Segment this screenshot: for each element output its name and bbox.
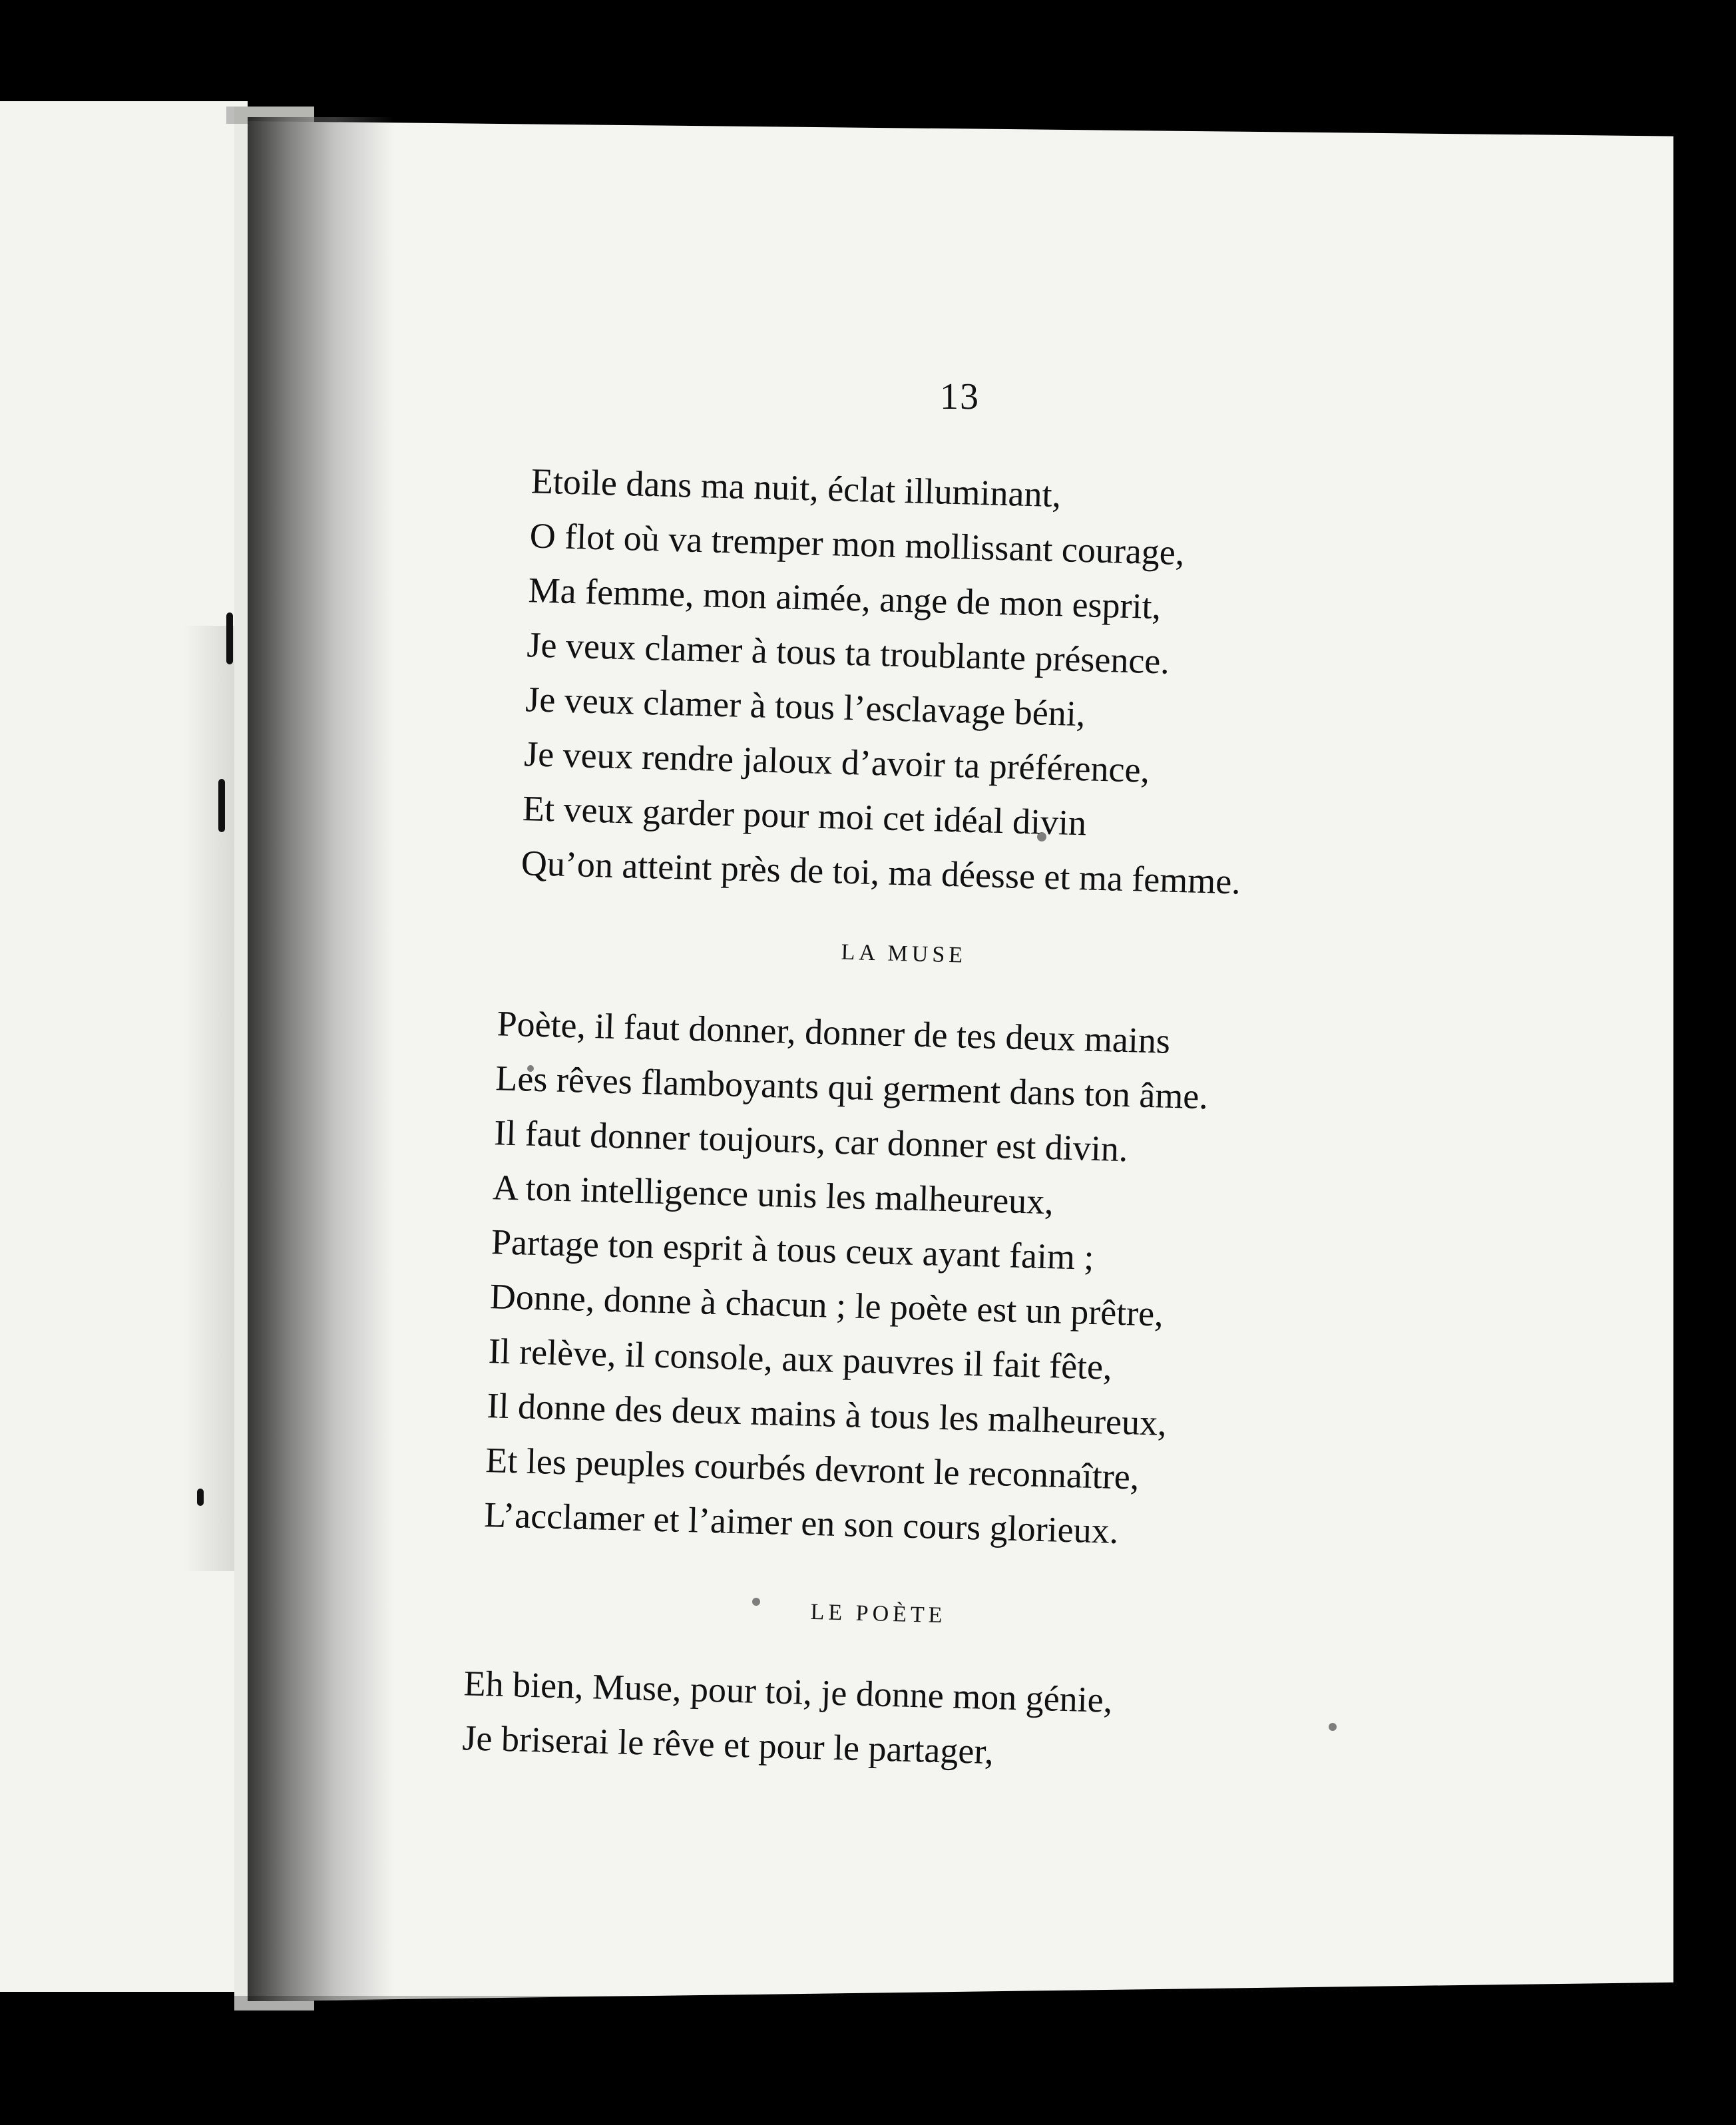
poem-line: Eh bien, Muse, pour toi, je donne mon génie, — [463, 1663, 1113, 1720]
library-stamp — [1070, 1826, 1532, 1942]
poem-line: Etoile dans ma nuit, éclat illuminant, — [531, 461, 1062, 515]
page-number: 13 — [940, 376, 980, 417]
poem-line: Je veux clamer à tous ta troublante présence. — [526, 624, 1170, 682]
speaker-heading-le-poete: LE POÈTE — [810, 1599, 947, 1628]
poem-line: Poète, il faut donner, donner de tes deux mains — [496, 1003, 1171, 1061]
poem-text-block — [461, 379, 1403, 1789]
speaker-heading-la-muse: LA MUSE — [841, 939, 967, 968]
spine-mark — [226, 612, 233, 664]
poem-line: L’acclamer et l’aimer en son cours glorieux. — [483, 1495, 1119, 1551]
spine-mark — [218, 779, 225, 832]
poem-line: Je veux rendre jaloux d’avoir ta préférence, — [523, 734, 1150, 790]
poem-line: Je veux clamer à tous l’esclavage béni, — [525, 679, 1086, 734]
poem-line: Les rêves flamboyants qui germent dans ton âme. — [495, 1058, 1209, 1117]
stanza-opening — [521, 453, 1401, 913]
top-page-shadow — [226, 107, 1691, 124]
poem-line: Partage ton esprit à tous ceux ayant faim ; — [491, 1222, 1095, 1278]
poem-line: Et veux garder pour moi cet idéal divin — [522, 788, 1087, 843]
poem-line: Qu’on atteint près de toi, ma déesse et ma femme. — [521, 843, 1241, 902]
poem-line: Et les peuples courbés devront le reconnaître, — [485, 1440, 1140, 1497]
poem-line: Il relève, il console, aux pauvres il fait fête, — [488, 1331, 1113, 1387]
spine-mark — [197, 1489, 204, 1506]
poem-line: Je briserai le rêve et pour le partager, — [461, 1718, 994, 1772]
poem-line: A ton intelligence unis les malheureux, — [492, 1167, 1054, 1222]
poem-line: Il donne des deux mains à tous les malheureux, — [486, 1385, 1168, 1443]
poem-line: O flot où va tremper mon mollissant courage, — [529, 515, 1186, 573]
poem-line: Il faut donner toujours, car donner est divin. — [493, 1112, 1129, 1170]
bottom-page-shadow — [193, 1996, 1677, 2018]
stanza-la-muse — [483, 996, 1387, 1565]
gutter-stain — [248, 117, 394, 2001]
poem-line: Donne, donne à chacun ; le poète est un prêtre, — [489, 1276, 1164, 1334]
poem-line: Ma femme, mon aimée, ange de mon esprit, — [527, 570, 1162, 627]
